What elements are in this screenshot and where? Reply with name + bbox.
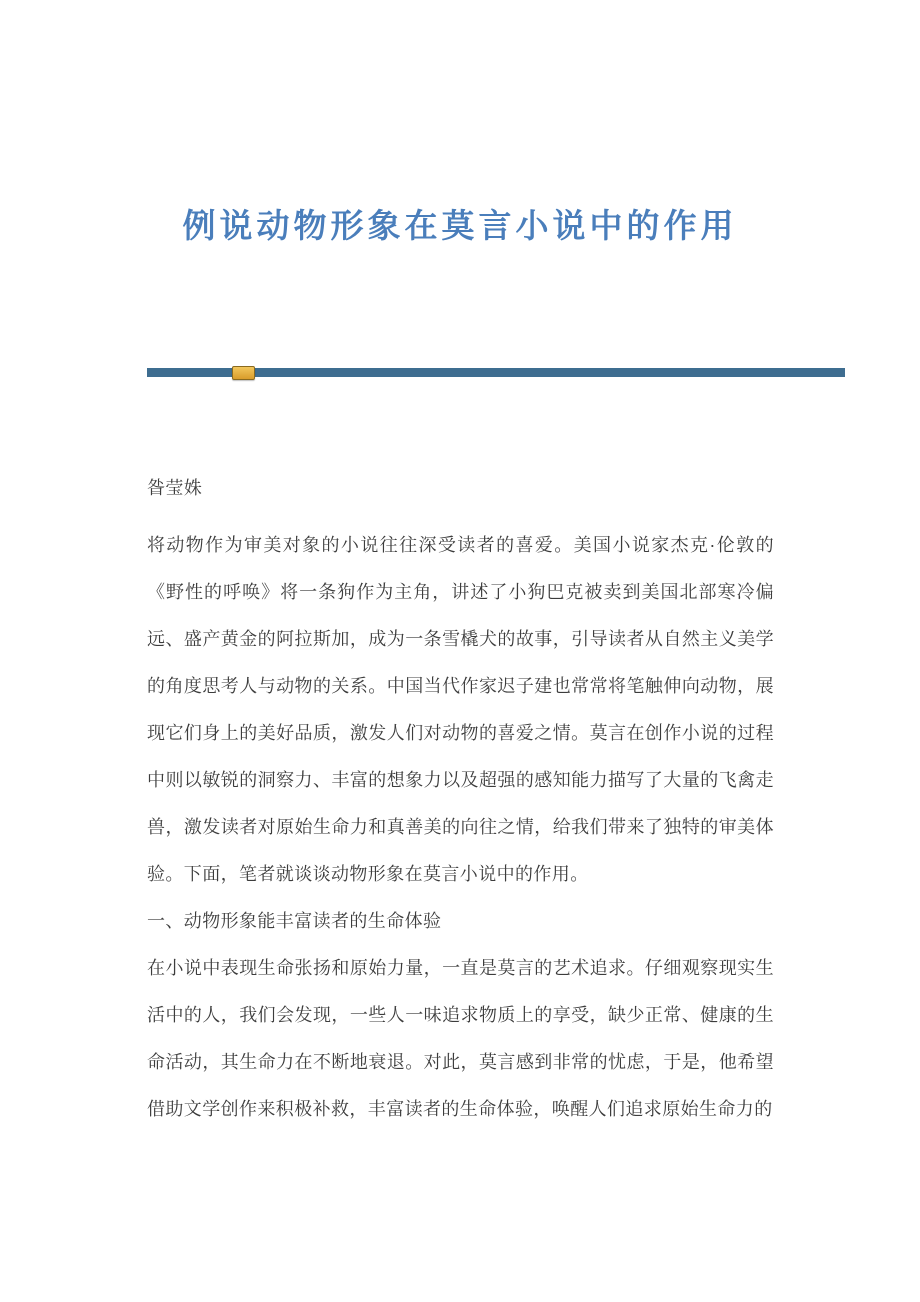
ribbon-ornament-icon [232, 366, 255, 380]
document-title: 例说动物形象在莫言小说中的作用 [182, 207, 738, 244]
body-paragraph: 在小说中表现生命张扬和原始力量，一直是莫言的艺术追求。仔细观察现实生活中的人，我们会发现，一些人一味追求物质上的享受，缺少正常、健康的生命活动，其生命力在不断地衰退。对此，莫言感到非常的忧虑，于是，他希望借助文学创作来积极补救，丰富读者的生命体验，唤醒人们追求原始生命力的 [147, 958, 774, 1120]
divider-bar [147, 368, 845, 377]
section-heading: 一、动物形象能丰富读者的生命体验 [147, 911, 442, 932]
body-paragraph: 将动物作为审美对象的小说往往深受读者的喜爱。美国小说家杰克·伦敦的《野性的呼唤》将一条狗作为主角，讲述了小狗巴克被卖到美国北部寒冷偏远、盛产黄金的阿拉斯加，成为一条雪橇犬的故事，引导读者从自然主义美学的角度思考人与动物的关系。中国当代作家迟子建也常常将笔触伸向动物，展现它们身上的美好品质，激发人们对动物的喜爱之情。莫言在创作小说的过程中则以敏锐的洞察力、丰富的想象力以及超强的感知能力描写了大量的飞禽走兽，激发读者对原始生命力和真善美的向往之情，给我们带来了独特的审美体验。下面，笔者就谈谈动物形象在莫言小说中的作用。 [147, 535, 774, 885]
author-name: 昝莹姝 [147, 478, 203, 499]
